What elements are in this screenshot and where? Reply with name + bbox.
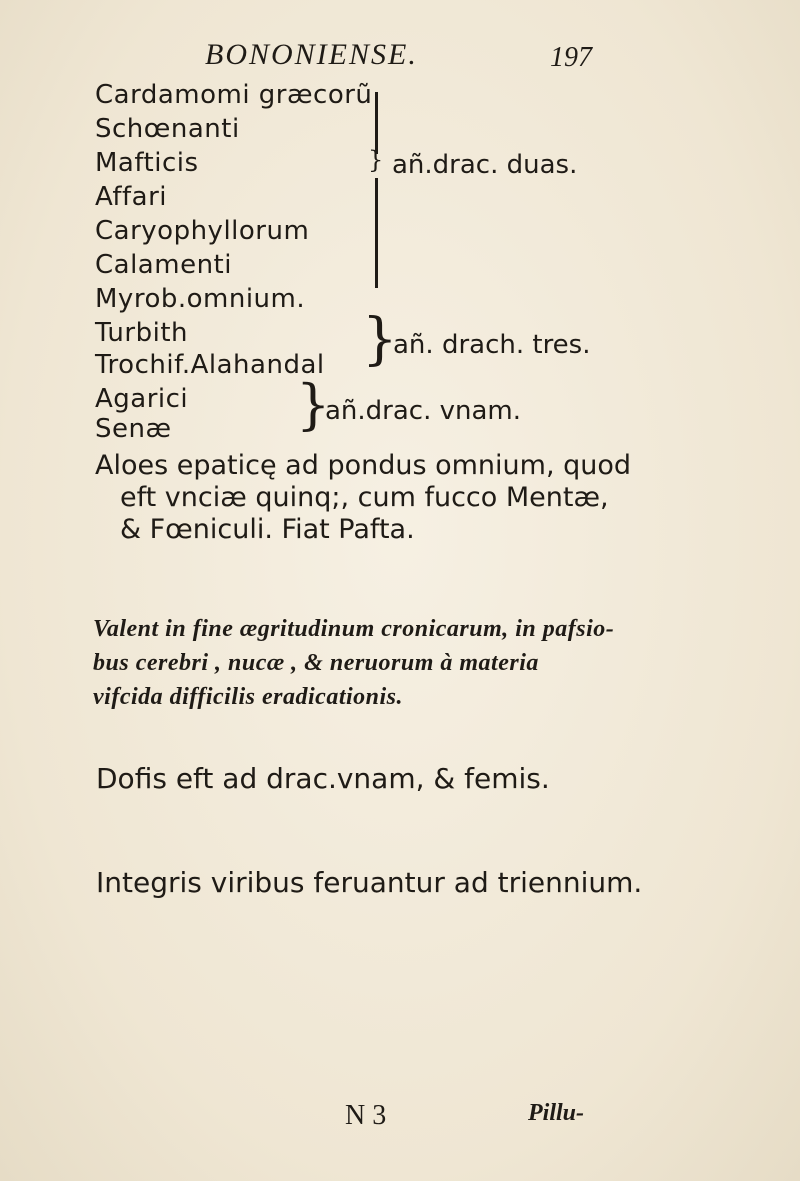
dose-text: añ.drac. duas.	[392, 150, 578, 180]
page-number: 197	[550, 42, 592, 73]
ingredient-line: Turbith	[95, 318, 189, 348]
valent-line: Valent in fine ægritudinum cronicarum, in pafsio-	[93, 616, 615, 642]
bracket-rule-top	[375, 92, 378, 154]
integris-line: Integris viribus feruantur ad triennium.	[96, 866, 643, 899]
page-header	[0, 38, 800, 78]
brace-point: }	[368, 146, 384, 174]
brace: }	[296, 373, 331, 436]
page-footer	[0, 1100, 800, 1140]
ingredient-line: Senæ	[95, 414, 172, 444]
ingredient-line: Cardamomi græcorũ	[95, 80, 373, 110]
ingredient-line: Myrob.omnium.	[95, 284, 306, 314]
aloes-line: eft vnciæ quinq;, cum fucco Mentæ,	[120, 482, 609, 513]
dose-text: añ. drach. tres.	[393, 330, 591, 360]
ingredient-line: Calamenti	[95, 250, 232, 280]
ingredient-line: Caryophyllorum	[95, 216, 310, 246]
ingredient-line: Affari	[95, 182, 168, 212]
brace: }	[362, 307, 398, 372]
valent-line: bus cerebri , nucæ , & neruorum à materia	[93, 650, 539, 676]
bracket-rule-bottom	[375, 178, 378, 288]
aloes-line: & Fœniculi. Fiat Pafta.	[120, 514, 415, 545]
dose-text: añ.drac. vnam.	[325, 396, 522, 426]
aloes-line: Aloes epaticę ad pondus omnium, quod	[95, 450, 632, 481]
dosis-line: Dofis eft ad drac.vnam, & femis.	[96, 762, 550, 795]
valent-line: vifcida difficilis eradicationis.	[93, 684, 404, 710]
ingredient-line: Agarici	[95, 384, 189, 414]
ingredient-line: Trochif.Alahandal	[95, 350, 325, 380]
signature-mark: N 3	[345, 1100, 387, 1131]
ingredient-line: Schœnanti	[95, 114, 240, 144]
running-head: BONONIENSE.	[205, 38, 418, 71]
ingredient-line: Mafticis	[95, 148, 199, 178]
catchword: Pillu-	[528, 1100, 585, 1126]
